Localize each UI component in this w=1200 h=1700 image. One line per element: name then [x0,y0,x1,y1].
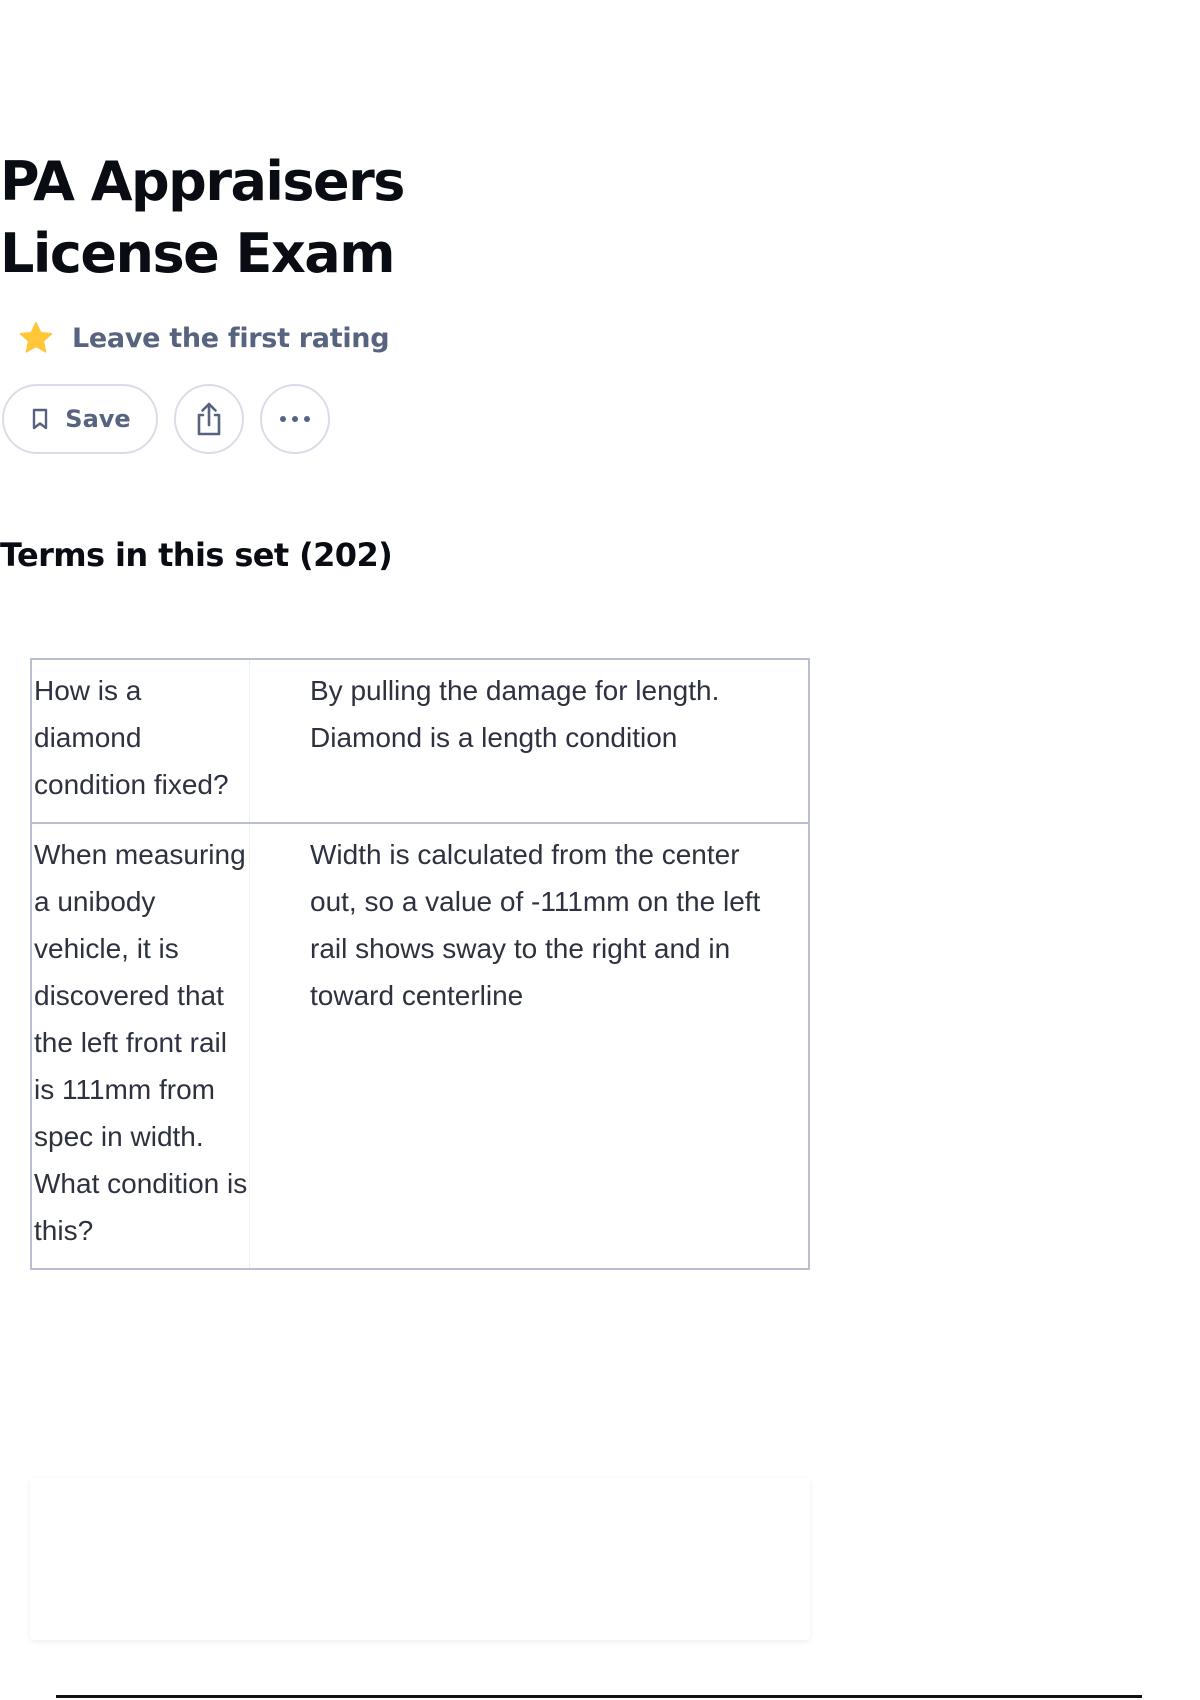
share-icon [192,400,226,438]
share-button[interactable] [174,384,244,454]
terms-list [30,658,810,1270]
rating-prompt[interactable] [18,318,389,358]
save-button[interactable] [2,384,158,454]
more-options-button[interactable] [260,384,330,454]
more-options-icon [277,414,313,424]
set-actions [2,384,330,454]
page-title: PA Appraisers License Exam [0,150,404,285]
term-card[interactable] [30,658,810,824]
loading-term-card [30,1478,810,1640]
rating-text: Leave the first rating [72,322,390,354]
definition-text: By pulling the damage for length. Diamond is a length condition [310,675,720,753]
term-text: How is a diamond condition fixed? [32,660,250,822]
term-text: When measuring a unibody vehicle, it is discovered that the left front rail is 111mm from spec in width. What condition is this? [32,824,250,1268]
save-label: Save [65,405,131,433]
star-icon [18,320,54,356]
bookmark-icon [29,407,51,431]
term-card[interactable] [30,822,810,1270]
terms-heading: Terms in this set (202) [0,536,393,574]
bottom-divider [56,1695,1142,1698]
definition-text: Width is calculated from the center out, so a value of -111mm on the left rail shows sway to the right and in toward centerline [310,839,761,1011]
